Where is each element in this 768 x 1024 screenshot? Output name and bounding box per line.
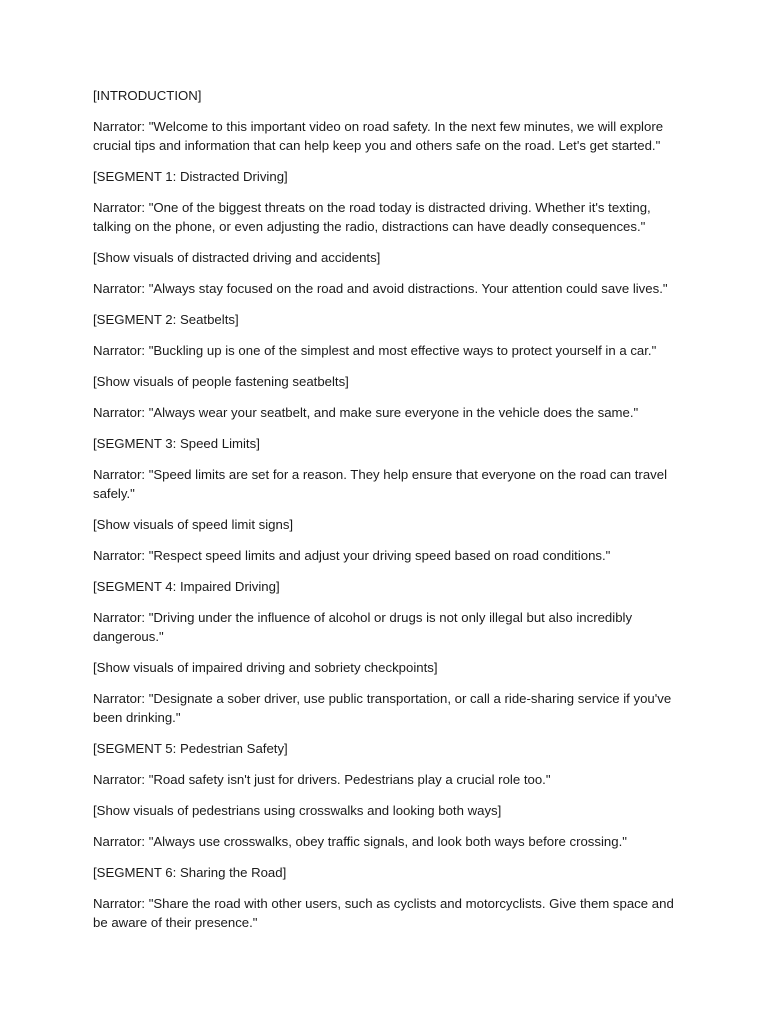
narration-paragraph: Narrator: "Buckling up is one of the simplest and most effective ways to protect yourself in a car."	[93, 343, 657, 358]
narration-paragraph: Narrator: "Respect speed limits and adjust your driving speed based on road conditions."	[93, 548, 611, 563]
narration-paragraph: Narrator: "Share the road with other users, such as cyclists and motorcyclists. Give them space and be aware of their presence."	[93, 896, 674, 930]
narration-paragraph: Narrator: "Designate a sober driver, use public transportation, or call a ride-sharing service if you've been drinking."	[93, 691, 672, 725]
visual-cue: [Show visuals of distracted driving and accidents]	[93, 250, 381, 265]
visual-cue: [Show visuals of pedestrians using crosswalks and looking both ways]	[93, 803, 502, 818]
narration-paragraph: Narrator: "Welcome to this important video on road safety. In the next few minutes, we will explore crucial tips and information that can help keep you and others safe on the road. Let's get started."	[93, 119, 664, 153]
section-heading: [SEGMENT 1: Distracted Driving]	[93, 169, 288, 184]
section-heading: [SEGMENT 2: Seatbelts]	[93, 312, 239, 327]
section-heading: [SEGMENT 4: Impaired Driving]	[93, 579, 280, 594]
section-heading: [SEGMENT 5: Pedestrian Safety]	[93, 741, 288, 756]
narration-paragraph: Narrator: "Road safety isn't just for drivers. Pedestrians play a crucial role too."	[93, 772, 551, 787]
narration-paragraph: Narrator: "Always wear your seatbelt, and make sure everyone in the vehicle does the same."	[93, 405, 639, 420]
visual-cue: [Show visuals of impaired driving and sobriety checkpoints]	[93, 660, 438, 675]
section-heading: [INTRODUCTION]	[93, 88, 202, 103]
narration-paragraph: Narrator: "Driving under the influence of alcohol or drugs is not only illegal but also incredibly dangerous."	[93, 610, 633, 644]
narration-paragraph: Narrator: "Always stay focused on the road and avoid distractions. Your attention could save lives."	[93, 281, 668, 296]
visual-cue: [Show visuals of speed limit signs]	[93, 517, 294, 532]
narration-paragraph: Narrator: "Speed limits are set for a reason. They help ensure that everyone on the road can travel safely."	[93, 467, 668, 501]
document-page	[93, 86, 683, 944]
narration-paragraph: Narrator: "One of the biggest threats on the road today is distracted driving. Whether it's texting, talking on the phone, or even adjusting the radio, distractions can have deadly consequences."	[93, 200, 651, 234]
section-heading: [SEGMENT 3: Speed Limits]	[93, 436, 260, 451]
narration-paragraph: Narrator: "Always use crosswalks, obey traffic signals, and look both ways before crossing."	[93, 834, 627, 849]
visual-cue: [Show visuals of people fastening seatbelts]	[93, 374, 349, 389]
section-heading: [SEGMENT 6: Sharing the Road]	[93, 865, 287, 880]
